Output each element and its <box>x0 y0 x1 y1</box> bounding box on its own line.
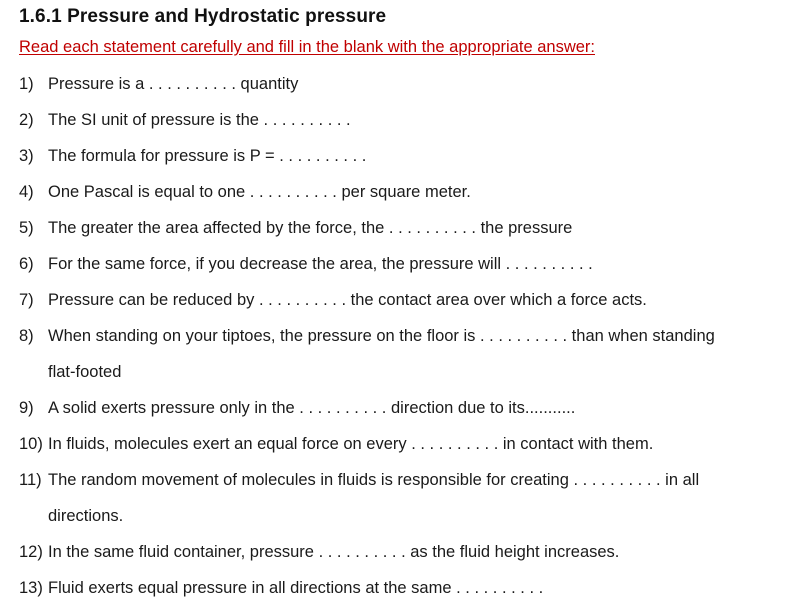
statement-number: 4) <box>19 183 34 201</box>
statement-number: 10) <box>19 435 43 453</box>
statement-number: 8) <box>19 327 34 345</box>
statement-number: 7) <box>19 291 34 309</box>
statement-text: In fluids, molecules exert an equal force on every . . . . . . . . . . in contact with them. <box>48 435 654 453</box>
statement-number: 2) <box>19 111 34 129</box>
statement-text: The formula for pressure is P = . . . . . . . . . . <box>48 147 367 165</box>
statement-text: In the same fluid container, pressure . . . . . . . . . . as the fluid height increases. <box>48 543 620 561</box>
statement-text: Pressure can be reduced by . . . . . . . . . . the contact area over which a force acts. <box>48 291 647 309</box>
statement-text: flat-footed <box>48 363 122 381</box>
statement-text: A solid exerts pressure only in the . . . . . . . . . . direction due to its........... <box>48 399 576 417</box>
statement-text: When standing on your tiptoes, the pressure on the floor is . . . . . . . . . . than when standing <box>48 327 715 345</box>
instruction-text: Read each statement carefully and fill in the blank with the appropriate answer: <box>19 38 595 56</box>
statement-number: 9) <box>19 399 34 417</box>
page-title: 1.6.1 Pressure and Hydrostatic pressure <box>19 6 387 27</box>
statement-text: Pressure is a . . . . . . . . . . quantity <box>48 75 299 93</box>
statement-text: The greater the area affected by the force, the . . . . . . . . . . the pressure <box>48 219 573 237</box>
statement-text: Fluid exerts equal pressure in all directions at the same . . . . . . . . . . <box>48 579 544 597</box>
statement-number: 11) <box>19 471 42 489</box>
statement-text: For the same force, if you decrease the area, the pressure will . . . . . . . . . . <box>48 255 593 273</box>
statement-text: One Pascal is equal to one . . . . . . . . . . per square meter. <box>48 183 471 201</box>
statement-number: 1) <box>19 75 34 93</box>
statement-number: 6) <box>19 255 34 273</box>
statement-number: 12) <box>19 543 43 561</box>
statement-number: 13) <box>19 579 43 597</box>
statement-text: directions. <box>48 507 124 525</box>
statement-text: The random movement of molecules in fluids is responsible for creating . . . . . . . . . . in all <box>48 471 700 489</box>
statement-text: The SI unit of pressure is the . . . . . . . . . . <box>48 111 351 129</box>
statement-number: 3) <box>19 147 34 165</box>
statement-number: 5) <box>19 219 34 237</box>
